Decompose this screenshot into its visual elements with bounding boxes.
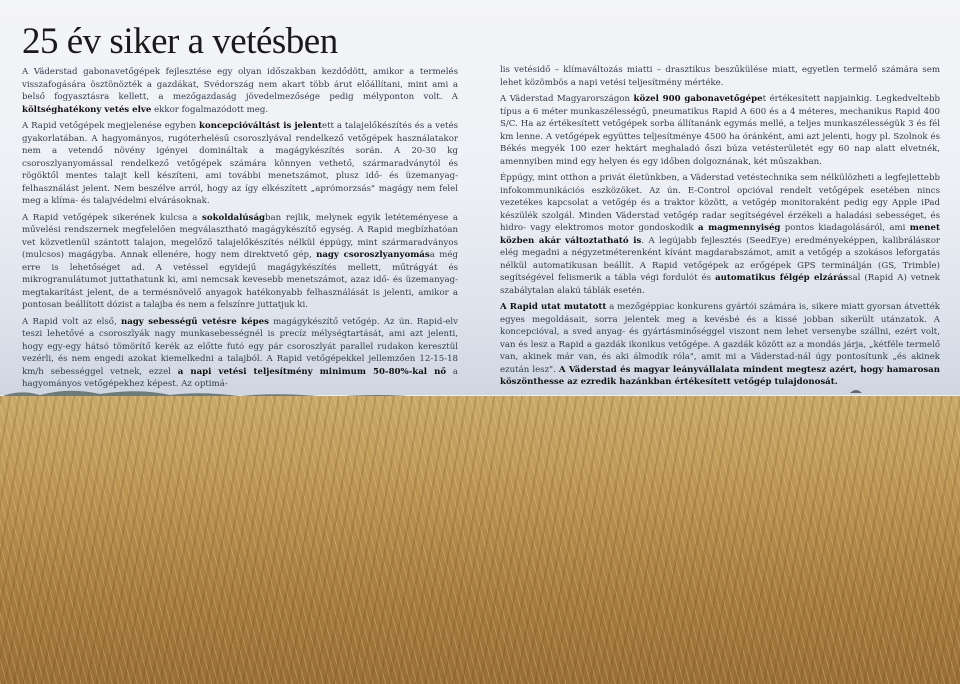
left-text-column bbox=[22, 66, 458, 395]
bold-text: automatikus félgép elzárás bbox=[715, 273, 849, 283]
bold-text: A Rapid utat mutatott bbox=[500, 302, 607, 312]
bold-text: nagy sebességű vetésre képes bbox=[120, 316, 269, 327]
paragraph bbox=[500, 93, 940, 168]
paragraph bbox=[22, 212, 458, 312]
text-run: a még erre is lehetőséget ad. A vetéssel egyidejű magágykészítés mellett, műtrágyát és mikrogranulátumot juttathatunk ki, ami nemcsak kevesebb menetszámot, azaz idő- és üzemanyag-megtakarítást jelent, de a termésnövelő anyagok hatékonyabb felhasználását is jelenti, amikor a pontosan beállított dózist a talajba és nem a felszínre juttatjuk ki. bbox=[22, 250, 458, 310]
text-run: ekkor fogalmazódott meg. bbox=[151, 104, 269, 115]
paragraph bbox=[500, 64, 940, 89]
page-title: 25 év siker a vetésben bbox=[22, 21, 338, 62]
paragraph bbox=[22, 316, 458, 391]
text-run: lis vetésidő – klímaváltozás miatti – drasztikus beszűkülése miatt, egyetlen termelő számára sem lehet közömbös a napi vetési teljesítmény mértéke. bbox=[500, 65, 940, 88]
text-run: A Väderstad Magyarországon bbox=[500, 94, 634, 104]
wheat-field-photo bbox=[0, 396, 960, 684]
text-run: sal (Rapid A) vetnek szabálytalan alakú táblák esetén. bbox=[500, 273, 941, 296]
text-run: a hagyományos vetőgépekhez képest. Az optimá- bbox=[22, 366, 459, 389]
bold-text: koncepcióváltást is jelent bbox=[199, 121, 322, 131]
text-run: a mezőgéppiac konkurens gyártói számára is, sikere miatt gyorsan átvették egyes megoldásait, sorra jelentek meg a kevésbé és a kissé jobban sikerült utánzatok. A koncepcióval, a sved anyag- és gyártásminőséggel viszont nem lehet versenybe szállni, ezért volt, van és lesz a Rapid a gazdák ikonikus vetőgépe. A gazdák között az a mondás járja, „kétféle termelő van, akinek már van, és aki álmodik róla", amit mi a Väderstad-nál úgy pontosítunk „és akinek ezután lesz". bbox=[500, 302, 940, 375]
paragraph bbox=[500, 172, 940, 297]
paragraph bbox=[22, 120, 458, 208]
text-run: A Väderstad gabonavetőgépek fejlesztése egy olyan időszakban kezdődött, amikor a termelés visszafogására ösztönözték a gazdákat, Svédország nem akart több árut előállítani, mint ami a belső fogyasztásra kellett, a mezőgazdaság jövedelmezősége pedig mélyponton volt. A bbox=[22, 67, 458, 102]
text-run: A Rapid vetőgépek megjelenése egyben bbox=[22, 121, 200, 131]
text-run: A Rapid volt az első, bbox=[22, 316, 121, 327]
bold-text: a napi vetési teljesítmény minimum 50-80%-kal nő bbox=[177, 366, 447, 377]
bold-text: közel 900 gabonavetőgépe bbox=[633, 94, 763, 104]
text-run: magágykészítő vetőgép. Az ún. Rapid-elv teszi lehetővé a csoroszlyák nagy munkasebességnél is precíz mélységtartását, ami azt jelenti, hogy egy-egy hátsó tömörítő kerék az előtte futó egy pár csoroszlyát parallel rudakon keresztül vezérli, és nem engedi azokat kiemelkedni a talajból. A Rapid vetőgépekkel jellemzően 12-15-18 km/h sebességgel vetnek, ezzel bbox=[22, 316, 458, 377]
text-run: . A legújabb fejlesztés (SeedEye) eredményeképpen, kalibrálásкor elég megadni a négyzetméterenként kívánt magdarabszámot, amit a vetőgép a szokásos leforgatás nélkül automatikusan beállít. A Rapid vetőgépek az erőgépek GPS terminálján (GS, Trimble) segítségével felismerik a tábla végi fordulót és bbox=[500, 235, 940, 283]
bold-text: sokoldalúság bbox=[202, 212, 266, 223]
bold-text: a magmennyiség bbox=[697, 223, 781, 233]
paragraph bbox=[22, 66, 458, 116]
text-run: pontos kiadagolásáról, ami bbox=[780, 223, 910, 233]
right-text-column bbox=[500, 64, 940, 393]
text-run: Éppúgy, mint otthon a privát életünkben, a Väderstad vetéstechnika sem nélkülözheti a legfejlettebb infokommunikációs eszközöket. Az ún. E-Control opcióval rendelt vetőgépek esetében nincs vezetékes kapcsolat a vetőgép és a traktor között, a vetőgép monitoraként pedig egy Apple iPad készülék szolgál. Minden Väderstad vetőgép radar segítségével érzékeli a haladási sebességet, és hidro- vagy elektromos motor gondoskodik bbox=[500, 173, 940, 233]
bold-text: A Väderstad és magyar leányvállalata mindent megtesz azért, hogy hamarosan köszönthesse az ezredik hazánkban értékesített vetőgép tulajdonosát. bbox=[500, 364, 941, 387]
bold-text: menet közben akár változtatható is bbox=[500, 223, 940, 246]
text-run: ett a talajelőkészítés és a vetés gyakorlatában. A hagyományos, rugóterhelésű csoroszlyával rendelkező vetőgépek használatakor nem a vetendő növény igényei domináltak a magágykészítés során. A 20-30 kg csoroszlyanyomással rendelkező vetőgépek számára könnyen vethető, szármaradványtól és rögöktől mentes talajt kell készíteni, ami további menetszámot, plusz idő- és üzemanyag-felhasználást jelent. Nem beszélve arról, hogy az így elkészített „aprómorzsás" magágy nem felel meg a klíma- és talajvédelmi elvárásoknak. bbox=[22, 121, 458, 206]
text-run: t értékesített napjainkig. Legkedveltebb típus a 6 méter munkaszélességű, pneumatikus Rapid A 600 és a 4 méteres, mechanikus Rapid 400 S/C. Ha az értékesített vetőgépek sorba állítanánk egymás mellé, a teljes munkaszélességük 3 és fél km lenne. A vetőgépek együttes teljesítménye 4500 ha óránként, ami azt jelenti, hogy pl. Szolnok és Békés megyék 100 ezer hektárt meghaladó őszi búza vetésterületét egy 60 nap alatt elvetnék, amennyiben mind egy helyen és egy időben dolgoznának, két műszakban. bbox=[500, 94, 940, 167]
bold-text: nagy csoroszlyanyomás bbox=[316, 250, 430, 260]
text-run: ban rejlik, melynek egyik letéteményese a művelési rendszernek megfelelően megválasztható magágykészítő egység. A Rapid megbízhatóan vet közvetlenül szántott talajon, megelőző talajelőkészítés nélkül éppúgy, mint szármaradványos (mulcsos) magágyba. Annak ellenére, hogy nem direktvető gép, bbox=[22, 212, 459, 260]
text-run: A Rapid vetőgépek sikerének kulcsa a bbox=[22, 212, 202, 223]
paragraph bbox=[500, 301, 940, 389]
bold-text: költséghatékony vetés elve bbox=[22, 104, 152, 115]
